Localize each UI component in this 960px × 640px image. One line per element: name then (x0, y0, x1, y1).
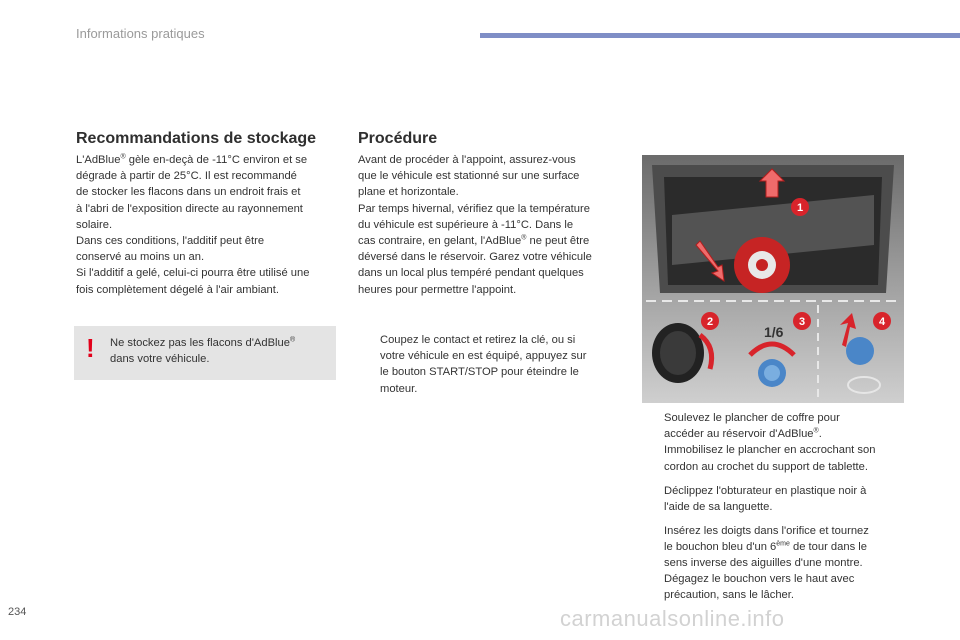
procedure-line: Par temps hivernal, vérifiez que la température (358, 202, 590, 215)
fraction-label: 1/6 (764, 324, 784, 340)
blue-cap-center (764, 365, 780, 381)
storage-line: gèle en-deçà de -11°C environ et se (128, 154, 308, 166)
header-bar (480, 33, 960, 38)
wheel-center (756, 259, 768, 271)
storage-line: de stocker les flacons dans un endroit frais et (76, 186, 301, 199)
callout-3-label: 3 (798, 316, 806, 328)
warning-line: dans votre véhicule. (110, 353, 210, 365)
storage-line: fois complètement dégelé à l'air ambiant. (76, 283, 279, 296)
procedure-text (358, 152, 628, 298)
procedure-line: que le véhicule est stationné sur une surface (358, 170, 580, 183)
storage-line: solaire. (76, 218, 113, 231)
procedure-line: heures pour permettre l'appoint. (358, 283, 517, 296)
step-switch-off (358, 332, 628, 402)
storage-line: Dans ces conditions, l'additif peut être (76, 235, 265, 248)
step-punctuation: . (818, 428, 822, 441)
storage-heading: Recommandations de stockage (76, 130, 317, 147)
trunk-illustration (642, 155, 904, 403)
step-line: Coupez le contact et retirez la clé, ou si (380, 334, 576, 346)
step-line: l'aide de sa languette. (664, 501, 773, 514)
step-line: sens inverse des aiguilles d'une montre. (664, 557, 863, 570)
lifted-cap (846, 337, 874, 365)
storage-line: L'AdBlue (76, 154, 121, 166)
registered-mark: ® (813, 427, 819, 435)
step-turn-cap (642, 523, 917, 575)
step-line: Déclippez l'obturateur en plastique noir à (664, 485, 867, 497)
storage-line: à l'abri de l'exposition directe au rayonnement (76, 202, 303, 215)
step-line: le bouchon bleu d'un 6 (664, 541, 777, 554)
callout-1-label: 1 (796, 202, 804, 214)
section-title: Informations pratiques (76, 26, 205, 41)
step-line: moteur. (380, 382, 418, 395)
storage-line: dégrade à partir de 25°C. Il est recommandé (76, 170, 297, 183)
registered-mark: ® (120, 153, 126, 161)
step-lift-floor (642, 410, 917, 478)
callout-2-label: 2 (706, 316, 714, 328)
step-remove-cap (642, 571, 917, 607)
step-line: votre véhicule en est équipé, appuyez sur (380, 350, 587, 363)
step-line: Soulevez le plancher de coffre pour (664, 412, 840, 424)
procedure-line: plane et horizontale. (358, 186, 459, 199)
storage-line: Si l'additif a gelé, celui-ci pourra être utilisé une (76, 267, 310, 280)
step-line: accéder au réservoir d'AdBlue (664, 428, 814, 441)
step-line: de tour dans le (792, 541, 867, 554)
storage-line: conservé au moins un an. (76, 251, 205, 264)
step-line: Insérez les doigts dans l'orifice et tournez (664, 525, 869, 537)
registered-mark: ® (521, 234, 527, 242)
watermark: carmanualsonline.info (560, 606, 785, 631)
shutter-inner (660, 331, 696, 375)
storage-text (76, 152, 346, 298)
procedure-line: cas contraire, en gelant, l'AdBlue (358, 235, 522, 248)
step-line: cordon au crochet du support de tablette. (664, 460, 868, 473)
superscript: ème (776, 540, 790, 548)
warning-icon: ! (86, 333, 95, 363)
step-line: Dégagez le bouchon vers le haut avec (664, 573, 855, 585)
warning-text (110, 335, 295, 367)
warning-line: Ne stockez pas les flacons d'AdBlue (110, 337, 290, 349)
step-line: précaution, sans le lâcher. (664, 589, 794, 602)
registered-mark: ® (290, 336, 296, 344)
procedure-line: ne peut être (529, 235, 590, 248)
step-line: le bouton START/STOP pour éteindre le (380, 366, 579, 379)
step-unclip-shutter (642, 483, 917, 519)
page-number: 234 (8, 606, 27, 618)
procedure-line: Avant de procéder à l'appoint, assurez-vous (358, 154, 576, 166)
procedure-line: du véhicule est supérieure à -11°C. Dans le (358, 218, 574, 231)
step-line: Immobilisez le plancher en accrochant son (664, 444, 876, 457)
procedure-line: dans un local plus tempéré pendant quelques (358, 267, 584, 280)
callout-4-label: 4 (878, 316, 886, 328)
warning-box (74, 326, 336, 380)
procedure-heading: Procédure (358, 130, 438, 147)
procedure-line: déversé dans le réservoir. Garez votre véhicule (358, 251, 592, 264)
